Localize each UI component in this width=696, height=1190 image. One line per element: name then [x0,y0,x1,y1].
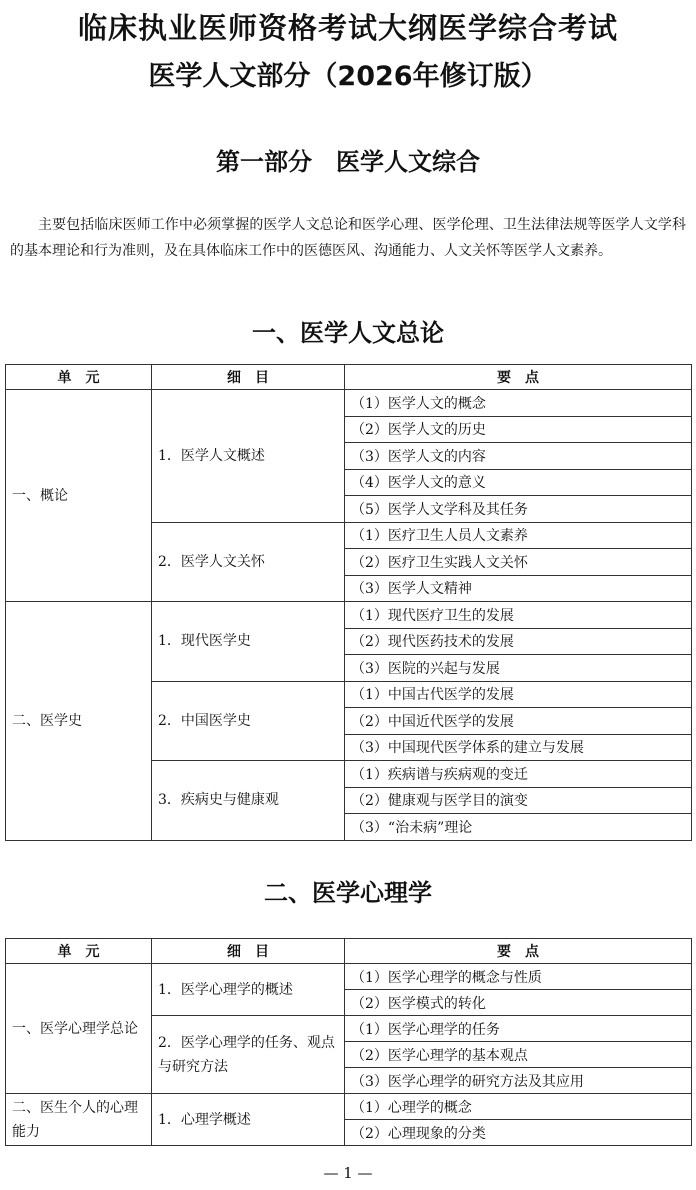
table-row [6,602,692,629]
part-title: 第一部分 医学人文综合 [216,148,480,176]
unit-cell: 二、医生个人的心理能力 [6,1094,152,1146]
item-cell: 2．中国医学史 [152,681,345,761]
header-unit: 单 元 [6,365,152,390]
point-cell: （5）医学人文学科及其任务 [345,496,692,523]
document-subtitle: 医学人文部分（2026年修订版） [148,61,548,92]
unit-cell: 一、概论 [6,390,152,602]
intro-paragraph: 主要包括临床医师工作中必须掌握的医学人文总论和医学心理、医学伦理、卫生法律法规等医学人文学科的基本理论和行为准则，及在具体临床工作中的医德医风、沟通能力、人文关怀等医学人文素养。 [10,217,686,259]
point-cell: （1）疾病谱与疾病观的变迁 [345,761,692,788]
point-cell: （2）现代医药技术的发展 [345,628,692,655]
section2-title: 二、医学心理学 [264,879,432,907]
point-cell: （1）心理学的概念 [345,1094,692,1120]
point-cell: （1）现代医疗卫生的发展 [345,602,692,629]
header-points: 要 点 [345,365,692,390]
table-header-row [6,939,692,964]
item-cell: 1．医学心理学的概述 [152,964,345,1016]
point-cell: （3）医学心理学的研究方法及其应用 [345,1068,692,1094]
point-cell: （3）医学人文精神 [345,575,692,602]
table-row [6,1094,692,1120]
table-header-row [6,365,692,390]
point-cell: （2）医学模式的转化 [345,990,692,1016]
item-cell: 2．医学人文关怀 [152,522,345,602]
item-cell: 1．心理学概述 [152,1094,345,1146]
point-cell: （2）医学人文的历史 [345,416,692,443]
point-cell: （3）“治未病”理论 [345,814,692,841]
point-cell: （4）医学人文的意义 [345,469,692,496]
table-row [6,964,692,990]
section1-title: 一、医学人文总论 [252,319,444,347]
header-item: 细 目 [152,939,345,964]
point-cell: （2）心理现象的分类 [345,1120,692,1146]
item-cell: 1．现代医学史 [152,602,345,682]
document-title: 临床执业医师资格考试大纲医学综合考试 [77,11,618,45]
section2-table [5,938,692,1146]
section1-table [5,364,692,841]
point-cell: （1）医学心理学的概念与性质 [345,964,692,990]
point-cell: （1）医学心理学的任务 [345,1016,692,1042]
item-cell: 3．疾病史与健康观 [152,761,345,841]
header-unit: 单 元 [6,939,152,964]
point-cell: （2）中国近代医学的发展 [345,708,692,735]
unit-cell: 二、医学史 [6,602,152,841]
point-cell: （3）中国现代医学体系的建立与发展 [345,734,692,761]
point-cell: （1）医学人文的概念 [345,390,692,417]
point-cell: （2）医学心理学的基本观点 [345,1042,692,1068]
item-cell: 1．医学人文概述 [152,390,345,523]
unit-cell: 一、医学心理学总论 [6,964,152,1094]
table-row [6,390,692,417]
point-cell: （1）医疗卫生人员人文素养 [345,522,692,549]
point-cell: （2）医疗卫生实践人文关怀 [345,549,692,576]
header-item: 细 目 [152,365,345,390]
page-number: — 1 — [323,1164,373,1182]
header-points: 要 点 [345,939,692,964]
item-cell: 2．医学心理学的任务、观点与研究方法 [152,1016,345,1094]
point-cell: （2）健康观与医学目的演变 [345,787,692,814]
point-cell: （3）医学人文的内容 [345,443,692,470]
point-cell: （3）医院的兴起与发展 [345,655,692,682]
point-cell: （1）中国古代医学的发展 [345,681,692,708]
